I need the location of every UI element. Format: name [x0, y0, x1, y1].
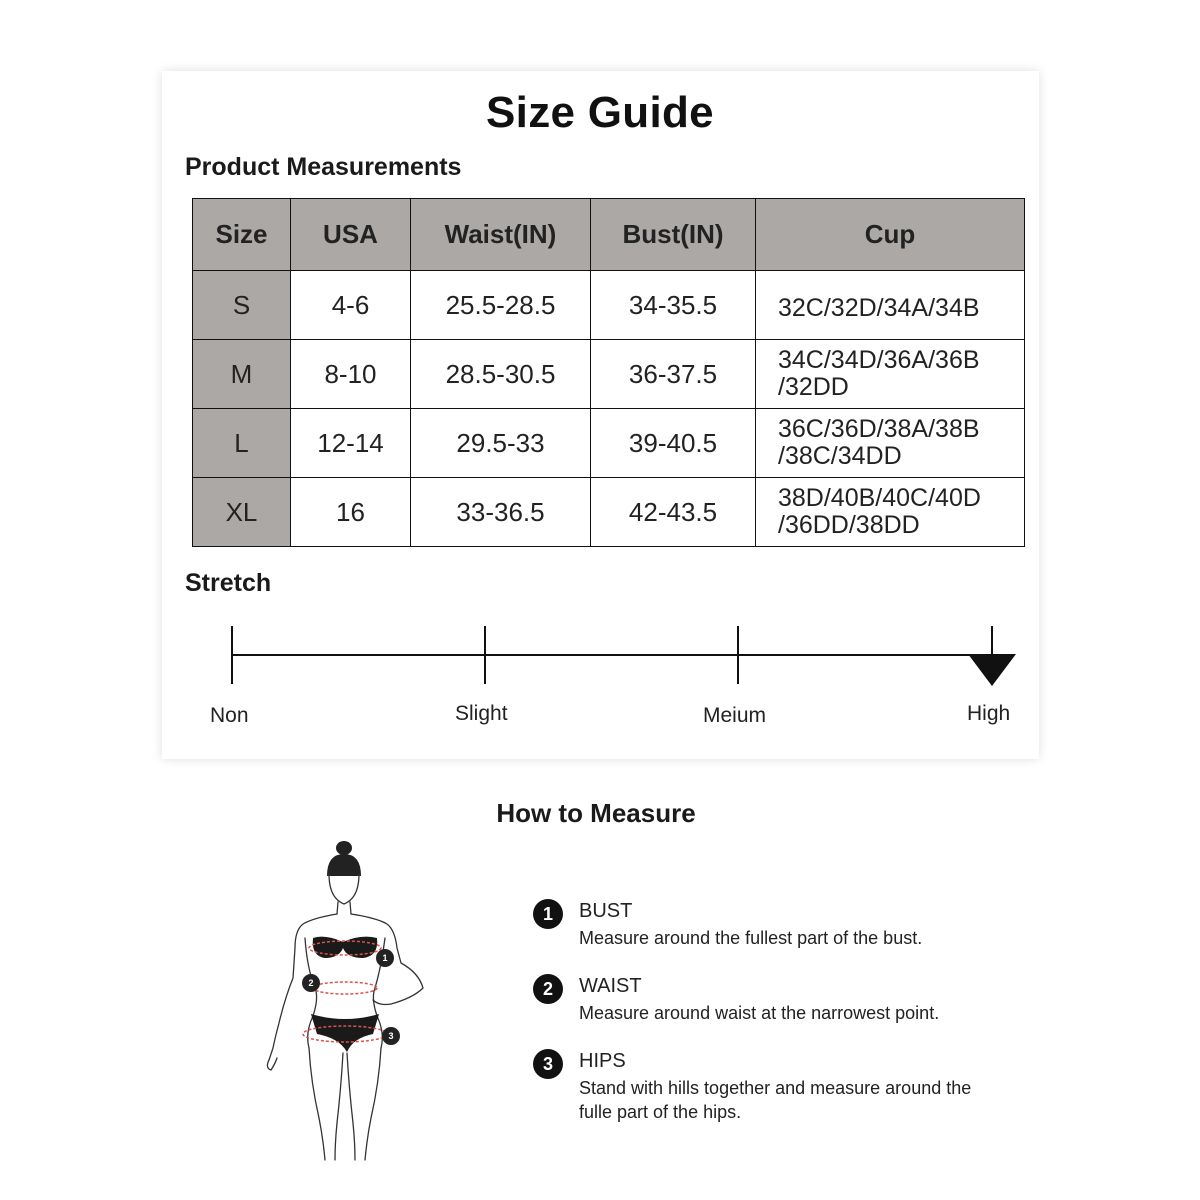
- stretch-label-medium: Meium: [703, 704, 767, 727]
- usa-cell: 8-10: [291, 340, 411, 409]
- size-cell: L: [193, 409, 291, 478]
- header-size: Size: [193, 199, 291, 271]
- svg-text:1: 1: [382, 953, 388, 963]
- page-title: Size Guide: [486, 88, 714, 137]
- cup-line: 36C/36D/38A/38B: [778, 415, 980, 443]
- step-name: HIPS: [579, 1050, 626, 1072]
- waist-cell: 29.5-33: [411, 409, 591, 478]
- waist-cell: 33-36.5: [411, 478, 591, 547]
- header-usa: USA: [291, 199, 411, 271]
- usa-cell: 4-6: [291, 271, 411, 340]
- size-cell: XL: [193, 478, 291, 547]
- step-description: Measure around waist at the narrowest point.: [579, 1003, 940, 1023]
- size-cell: S: [193, 271, 291, 340]
- bust-cell: 42-43.5: [591, 478, 756, 547]
- step-name: BUST: [579, 900, 633, 922]
- svg-text:2: 2: [308, 978, 314, 988]
- header-waist: Waist(IN): [411, 199, 591, 271]
- step-number-badge: 1: [533, 899, 563, 929]
- step-number-badge: 2: [533, 974, 563, 1004]
- bust-cell: 39-40.5: [591, 409, 756, 478]
- header-cup: Cup: [756, 199, 1025, 271]
- step-description: Measure around the fullest part of the bust.: [579, 928, 923, 948]
- stretch-label-non: Non: [210, 704, 249, 727]
- cup-line: /32DD: [778, 373, 849, 401]
- waist-cell: 25.5-28.5: [411, 271, 591, 340]
- product-measurements-heading: Product Measurements: [185, 153, 462, 181]
- stretch-label-high: High: [967, 702, 1011, 725]
- waist-cell: 28.5-30.5: [411, 340, 591, 409]
- stretch-marker-icon: [968, 654, 1016, 686]
- bust-cell: 34-35.5: [591, 271, 756, 340]
- bust-cell: 36-37.5: [591, 340, 756, 409]
- stretch-label-slight: Slight: [455, 702, 508, 725]
- cup-line: /38C/34DD: [778, 442, 902, 470]
- how-to-measure-heading: How to Measure: [496, 798, 696, 828]
- stretch-heading: Stretch: [185, 569, 272, 597]
- cup-line: 38D/40B/40C/40D: [778, 484, 981, 512]
- cup-line: 34C/34D/36A/36B: [778, 346, 980, 374]
- usa-cell: 12-14: [291, 409, 411, 478]
- usa-cell: 16: [291, 478, 411, 547]
- step-number-badge: 3: [533, 1049, 563, 1079]
- cup-line: /36DD/38DD: [778, 511, 920, 539]
- step-name: WAIST: [579, 975, 642, 997]
- size-cell: M: [193, 340, 291, 409]
- cup-line: 32C/32D/34A/34B: [778, 293, 980, 322]
- svg-text:3: 3: [388, 1031, 394, 1041]
- body-figure-illustration: [255, 838, 445, 1168]
- header-bust: Bust(IN): [591, 199, 756, 271]
- step-description: Stand with hills together and measure around the fulle part of the hips.: [579, 1078, 972, 1122]
